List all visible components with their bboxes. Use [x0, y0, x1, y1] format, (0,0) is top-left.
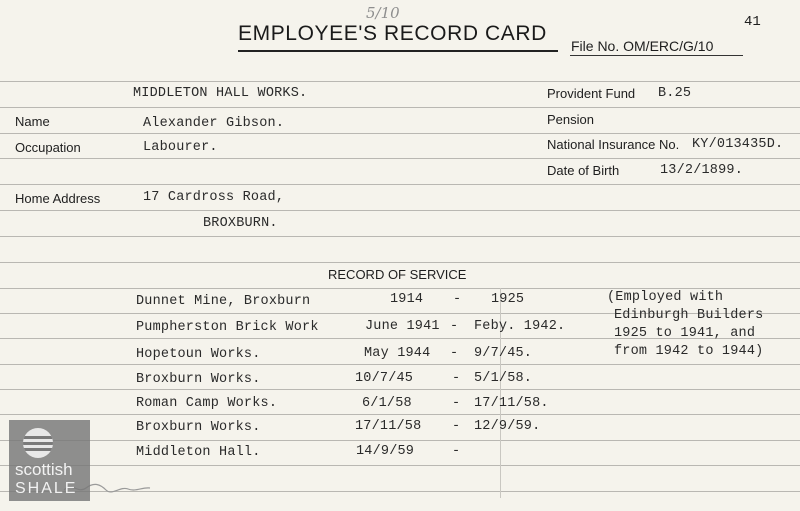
service-place: Broxburn Works.: [136, 372, 261, 387]
service-to: Feby. 1942.: [474, 319, 566, 334]
file-number: File No. OM/ERC/G/10: [571, 38, 714, 54]
provident-fund-label: Provident Fund: [547, 86, 636, 101]
service-dash: -: [452, 419, 461, 434]
service-dash: -: [453, 292, 462, 307]
occupation-label: Occupation: [15, 140, 81, 155]
address-line-2: BROXBURN.: [203, 216, 278, 231]
date-of-birth-value: 13/2/1899.: [660, 163, 744, 178]
name-label: Name: [15, 114, 50, 129]
service-to: 12/9/59.: [474, 419, 541, 434]
national-insurance-label: National Insurance No.: [547, 137, 680, 152]
national-insurance-value: KY/013435D.: [692, 137, 784, 152]
service-place: Hopetoun Works.: [136, 347, 261, 362]
provident-fund-value: B.25: [658, 86, 692, 101]
service-dash: -: [452, 371, 461, 386]
service-place: Middleton Hall.: [136, 445, 261, 460]
service-from: 14/9/59: [356, 444, 415, 459]
service-from: 6/1/58: [362, 396, 412, 411]
service-dash: -: [450, 319, 459, 334]
service-note-line: 1925 to 1941, and: [614, 326, 756, 341]
works-name: MIDDLETON HALL WORKS.: [133, 86, 308, 101]
home-address-label: Home Address: [15, 191, 101, 206]
card-number: 41: [744, 14, 761, 30]
file-underline: [570, 55, 743, 56]
service-from: 17/11/58: [355, 419, 422, 434]
address-line-1: 17 Cardross Road,: [143, 190, 285, 205]
service-from: 10/7/45: [355, 371, 414, 386]
service-to: 9/7/45.: [474, 346, 533, 361]
service-note-line: Edinburgh Builders: [614, 308, 764, 323]
title-underline: [238, 50, 558, 52]
service-to: 17/11/58.: [474, 396, 549, 411]
occupation-value: Labourer.: [143, 140, 218, 155]
service-dash: -: [452, 396, 461, 411]
service-note-line: from 1942 to 1944): [614, 344, 764, 359]
service-place: Pumpherston Brick Work: [136, 320, 319, 335]
service-to: 5/1/58.: [474, 371, 533, 386]
service-dash: -: [450, 346, 459, 361]
watermark-line1: scottish: [15, 460, 73, 479]
shale-logo-icon: [23, 428, 53, 458]
service-dash: -: [452, 444, 461, 459]
service-from: 1914: [390, 292, 424, 307]
watermark-line2: SHALE: [15, 480, 78, 497]
record-of-service-heading: RECORD OF SERVICE: [328, 267, 467, 282]
service-place: Roman Camp Works.: [136, 396, 278, 411]
service-note-line: (Employed with: [607, 290, 724, 305]
pension-label: Pension: [547, 112, 594, 127]
card-title: EMPLOYEE'S RECORD CARD: [238, 22, 547, 45]
name-value: Alexander Gibson.: [143, 116, 285, 131]
service-place: Broxburn Works.: [136, 420, 261, 435]
service-from: May 1944: [364, 346, 431, 361]
service-to: 1925: [491, 292, 525, 307]
date-of-birth-label: Date of Birth: [547, 163, 620, 178]
service-place: Dunnet Mine, Broxburn: [136, 294, 311, 309]
service-from: June 1941: [365, 319, 440, 334]
pencil-mark: 5/10: [366, 4, 400, 22]
scottish-shale-watermark: [9, 420, 90, 501]
